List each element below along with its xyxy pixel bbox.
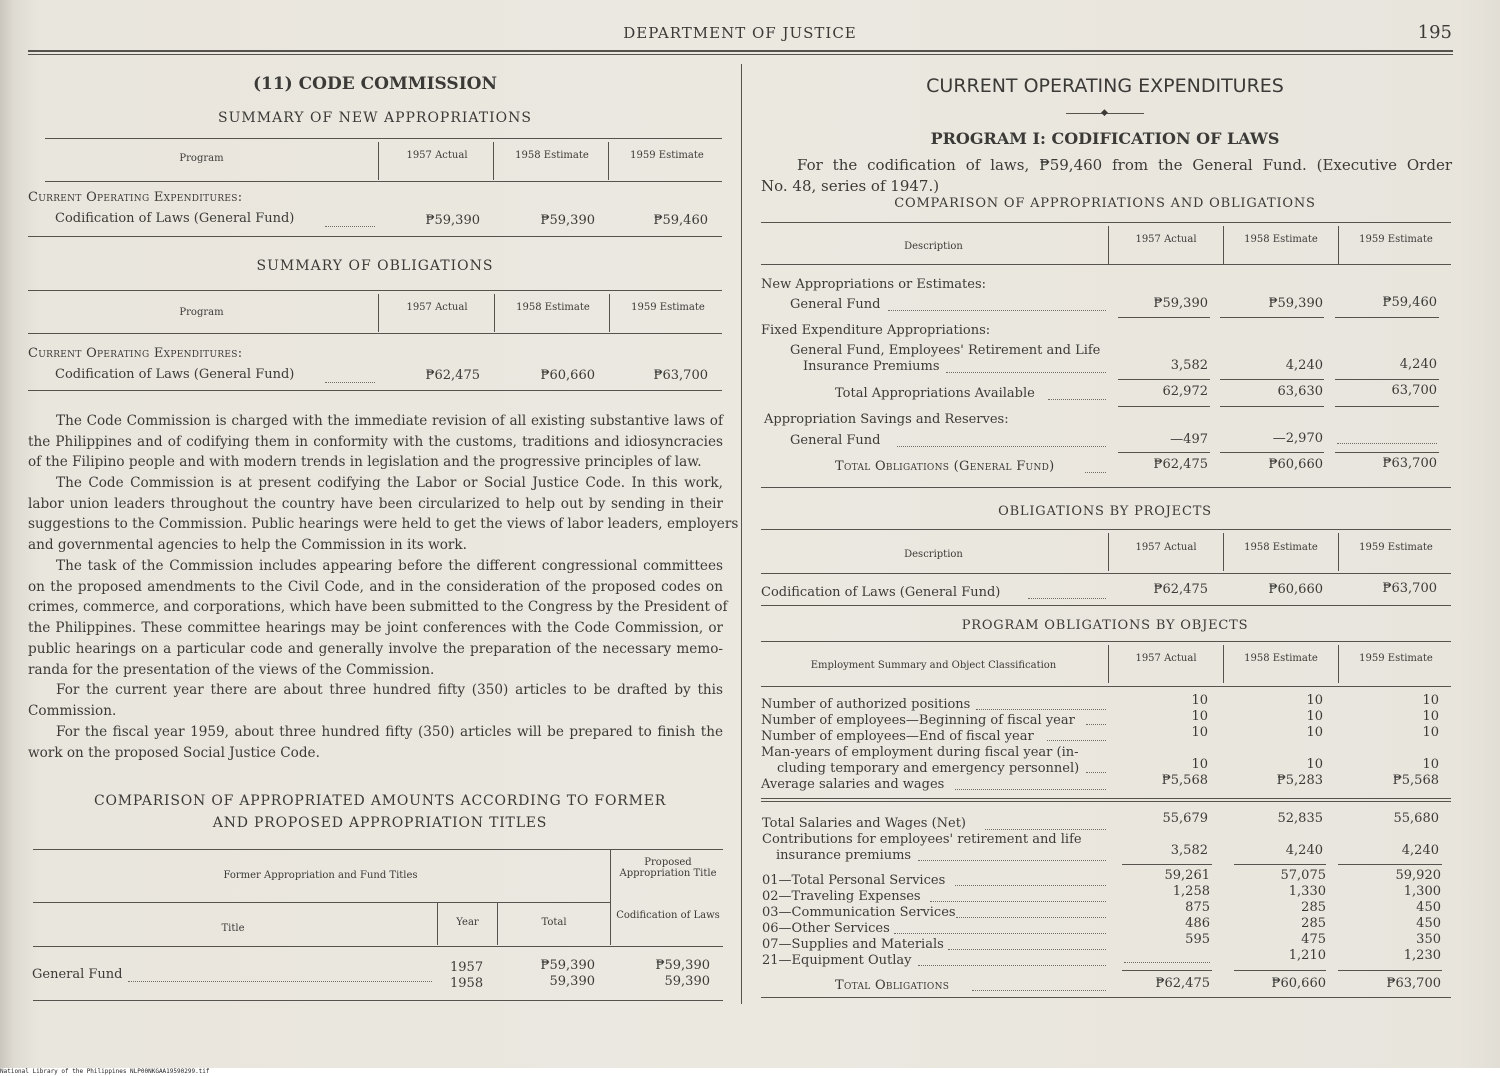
rule bbox=[608, 142, 609, 180]
value-1957: 10 bbox=[1191, 693, 1208, 708]
value-1958: ₱60,660 bbox=[1268, 582, 1323, 597]
leader-dots bbox=[918, 965, 1106, 966]
value-1959: ₱59,460 bbox=[653, 213, 708, 228]
rule bbox=[497, 902, 498, 945]
value-1959: ₱63,700 bbox=[1382, 581, 1437, 596]
group-heading: Current Operating Expenditures: bbox=[28, 190, 243, 205]
summary-new-title: SUMMARY OF NEW APPROPRIATIONS bbox=[218, 110, 532, 126]
row-label: Number of authorized positions bbox=[761, 697, 971, 712]
rule bbox=[761, 997, 1451, 998]
value-1957: ₱59,390 bbox=[1153, 296, 1208, 311]
paragraph-3 bbox=[28, 556, 728, 680]
row-label: 07—Supplies and Materials bbox=[762, 937, 944, 952]
value-1957: ₱59,390 bbox=[425, 213, 480, 228]
leader-dots bbox=[948, 949, 1106, 950]
value-1959-blank bbox=[1337, 443, 1437, 444]
comparison-title-2: AND PROPOSED APPROPRIATION TITLES bbox=[212, 815, 548, 831]
row-label: General Fund bbox=[32, 967, 123, 982]
col-header: 1958 Estimate bbox=[516, 302, 590, 313]
leader-dots bbox=[325, 382, 375, 383]
row-label: 02—Traveling Expenses bbox=[762, 889, 921, 904]
value-1957-blank bbox=[1124, 962, 1210, 963]
total: 59,390 bbox=[549, 974, 595, 989]
paragraph-1 bbox=[28, 411, 723, 473]
total: ₱59,390 bbox=[540, 958, 595, 973]
text-line: Commission. bbox=[28, 702, 117, 719]
value-1959: 63,700 bbox=[1391, 383, 1437, 398]
text-line: The task of the Commission includes appearing before the different congressional committees bbox=[56, 558, 723, 574]
rule bbox=[33, 849, 723, 850]
row-label: Codification of Laws (General Fund) bbox=[55, 211, 295, 226]
text-line: The Code Commission is charged with the immediate revision of all existing substantive laws of bbox=[56, 413, 723, 429]
row-label: 21—Equipment Outlay bbox=[762, 953, 912, 968]
row-label: 03—Communication Services bbox=[762, 905, 956, 920]
rule bbox=[1108, 533, 1109, 571]
row-label: General Fund bbox=[790, 433, 881, 448]
leader-dots bbox=[325, 226, 375, 227]
value-1959: 450 bbox=[1416, 900, 1441, 915]
rule bbox=[45, 138, 722, 139]
rule bbox=[761, 264, 1451, 265]
value-1957: ₱62,475 bbox=[1153, 582, 1208, 597]
value-1958: 285 bbox=[1301, 916, 1326, 931]
row-label: 06—Other Services bbox=[762, 921, 890, 936]
program-title: PROGRAM I: CODIFICATION OF LAWS bbox=[930, 129, 1280, 148]
rule bbox=[1338, 864, 1442, 865]
col-header: 1958 Estimate bbox=[1244, 653, 1318, 664]
value-1957: 62,972 bbox=[1162, 384, 1208, 399]
column-divider bbox=[741, 64, 742, 1004]
row-label: Insurance Premiums bbox=[803, 359, 940, 374]
leader-dots bbox=[985, 829, 1106, 830]
header-rule-thin bbox=[28, 54, 1453, 55]
value-1959: ₱63,700 bbox=[653, 368, 708, 383]
col-header: 1957 Actual bbox=[406, 150, 468, 161]
rule bbox=[1118, 406, 1210, 407]
rule bbox=[28, 333, 722, 334]
leader-dots bbox=[946, 372, 1106, 373]
text-line: the Philippines. These committee hearings may be joint conferences with the Code Commission, or bbox=[28, 620, 723, 637]
text-line: the Philippines and of codifying them in conformity with the customs, traditions and idiosyncracies bbox=[28, 433, 723, 450]
rule bbox=[28, 236, 722, 237]
text-line: on the proposed amendments to the Civil Code, and in the consideration of the proposed codes on bbox=[28, 578, 723, 595]
rule bbox=[1220, 406, 1324, 407]
col-header: 1959 Estimate bbox=[1359, 542, 1433, 553]
row-label: General Fund bbox=[790, 297, 881, 312]
value-1957: 875 bbox=[1185, 900, 1210, 915]
comparison-title-1: COMPARISON OF APPROPRIATED AMOUNTS ACCORDING TO FORMER bbox=[93, 793, 667, 809]
leader-dots bbox=[1047, 740, 1106, 741]
value-1958: —2,970 bbox=[1272, 431, 1323, 446]
rule bbox=[1335, 452, 1439, 453]
rule bbox=[1338, 970, 1442, 971]
leader-dots bbox=[956, 917, 1106, 918]
col-header: 1957 Actual bbox=[1135, 542, 1197, 553]
row-label: Codification of Laws (General Fund) bbox=[761, 585, 1001, 600]
value-1958: 4,240 bbox=[1285, 358, 1323, 373]
col-header: 1959 Estimate bbox=[630, 150, 704, 161]
rule bbox=[1335, 406, 1439, 407]
leader-dots bbox=[955, 885, 1106, 886]
value-1957: ₱5,568 bbox=[1161, 773, 1208, 788]
value-1957: ₱62,475 bbox=[1153, 457, 1208, 472]
rule bbox=[1118, 379, 1210, 380]
col-codification: Codification of Laws bbox=[616, 910, 720, 921]
value-1959: 350 bbox=[1416, 932, 1441, 947]
rule bbox=[1338, 645, 1339, 683]
value-1958: 10 bbox=[1306, 693, 1323, 708]
rule bbox=[1108, 645, 1109, 683]
value-1958: 475 bbox=[1301, 932, 1326, 947]
col-total: Total bbox=[541, 917, 567, 928]
rule bbox=[1338, 533, 1339, 571]
main-title: CURRENT OPERATING EXPENDITURES bbox=[926, 75, 1284, 97]
leader-dots bbox=[1086, 724, 1106, 725]
rule bbox=[1118, 317, 1210, 318]
rule bbox=[761, 605, 1451, 606]
group-heading: Current Operating Expenditures: bbox=[28, 346, 243, 361]
row-label: Average salaries and wages bbox=[761, 777, 945, 792]
rule bbox=[493, 142, 494, 180]
value-1958: 285 bbox=[1301, 900, 1326, 915]
leader-dots bbox=[1086, 772, 1106, 773]
text-line: of the Filipino people and with modern trends in legislation and the progressive principles of law. bbox=[28, 454, 702, 471]
diamond-ornament: ◆ bbox=[1101, 108, 1108, 118]
rule bbox=[1335, 317, 1439, 318]
text-line: The Code Commission is at present codifying the Labor or Social Justice Code. In this work, bbox=[56, 475, 723, 491]
rule bbox=[437, 902, 438, 945]
value-1958: 57,075 bbox=[1280, 868, 1326, 883]
row-label: Total Obligations (General Fund) bbox=[835, 459, 1055, 474]
objects-title: PROGRAM OBLIGATIONS BY OBJECTS bbox=[961, 618, 1249, 633]
value-1957: ₱62,475 bbox=[425, 368, 480, 383]
rule bbox=[1122, 864, 1212, 865]
value-1959: 10 bbox=[1422, 725, 1439, 740]
value-1958: 1,210 bbox=[1288, 948, 1326, 963]
row-label: 01—Total Personal Services bbox=[762, 873, 946, 888]
value-1959: ₱63,700 bbox=[1386, 976, 1441, 991]
value-1958: 1,330 bbox=[1288, 884, 1326, 899]
col-header: 1957 Actual bbox=[406, 302, 468, 313]
col-header: Description bbox=[904, 241, 963, 252]
value-1959: 55,680 bbox=[1393, 811, 1439, 826]
value-1959: 10 bbox=[1422, 693, 1439, 708]
summary-obligations-title: SUMMARY OF OBLIGATIONS bbox=[256, 258, 494, 274]
text-line: work on the proposed Social Justice Code. bbox=[28, 744, 320, 761]
value-1958: 52,835 bbox=[1277, 811, 1323, 826]
value-1959: ₱63,700 bbox=[1382, 456, 1437, 471]
value-1958: ₱5,283 bbox=[1276, 773, 1323, 788]
col-header: Program bbox=[179, 307, 224, 318]
leader-dots bbox=[1048, 399, 1106, 400]
value-1957: ₱62,475 bbox=[1155, 976, 1210, 991]
col-header: Employment Summary and Object Classification bbox=[810, 660, 1057, 671]
rule bbox=[33, 1000, 723, 1001]
row-label: Contributions for employees' retirement and life bbox=[762, 832, 1082, 847]
text-line: For the current year there are about three hundred fifty (350) articles to be drafted by this bbox=[56, 682, 723, 698]
text-line: For the fiscal year 1959, about three hundred fifty (350) articles will be prepared to finish the bbox=[56, 724, 723, 740]
text-line: crimes, commerce, and corporations, which have been submitted to the Congress by the President of bbox=[28, 599, 728, 616]
value-1958: 4,240 bbox=[1285, 843, 1323, 858]
value-1959: ₱59,460 bbox=[1382, 295, 1437, 310]
section-title: (11) CODE COMMISSION bbox=[252, 74, 498, 94]
rule bbox=[378, 142, 379, 180]
col-header: 1959 Estimate bbox=[1359, 234, 1433, 245]
rule bbox=[28, 390, 722, 391]
rule bbox=[761, 222, 1451, 223]
row-label: Number of employees—Beginning of fiscal year bbox=[761, 713, 1075, 728]
value-1959: 1,300 bbox=[1403, 884, 1441, 899]
rule bbox=[1338, 226, 1339, 264]
intro-line-1: For the codification of laws, ₱59,460 from the General Fund. (Executive Order bbox=[797, 156, 1452, 174]
leader-dots bbox=[955, 789, 1106, 790]
value-1958: 63,630 bbox=[1277, 384, 1323, 399]
scan-footer: National Library of the Philippines NLP00NKGAA19590299.tif bbox=[0, 1068, 1500, 1076]
value-1959: 59,920 bbox=[1395, 868, 1441, 883]
rule bbox=[33, 902, 610, 903]
page-number: 195 bbox=[1417, 22, 1452, 43]
value-1957: 10 bbox=[1191, 709, 1208, 724]
codification: ₱59,390 bbox=[655, 958, 710, 973]
row-label: General Fund, Employees' Retirement and Life bbox=[790, 343, 1101, 358]
leader-dots bbox=[1028, 598, 1106, 599]
col-header: 1958 Estimate bbox=[515, 150, 589, 161]
value-1958: ₱60,660 bbox=[1271, 976, 1326, 991]
leader-dots bbox=[918, 860, 1106, 861]
rule bbox=[761, 487, 1451, 488]
col-header: 1957 Actual bbox=[1135, 234, 1197, 245]
text-line: public hearings on a particular code and generally involve the preparation of the necessary memo- bbox=[28, 640, 723, 657]
value-1959: 450 bbox=[1416, 916, 1441, 931]
value-1957: 595 bbox=[1185, 932, 1210, 947]
col-header: 1957 Actual bbox=[1135, 653, 1197, 664]
rule bbox=[761, 686, 1451, 687]
paragraph-2 bbox=[28, 473, 739, 556]
rule bbox=[761, 641, 1451, 642]
row-label: Number of employees—End of fiscal year bbox=[761, 729, 1034, 744]
rule bbox=[1108, 226, 1109, 264]
col-header: Program bbox=[179, 153, 224, 164]
leader-dots bbox=[888, 310, 1106, 311]
row-label: insurance premiums bbox=[776, 848, 912, 863]
new-appropriations-heading: New Appropriations or Estimates: bbox=[761, 277, 986, 292]
rule bbox=[1118, 452, 1210, 453]
codification: 59,390 bbox=[664, 974, 710, 989]
value-1958: ₱60,660 bbox=[1268, 457, 1323, 472]
leader-dots bbox=[128, 981, 432, 982]
leader-dots bbox=[1085, 472, 1106, 473]
row-label: cluding temporary and emergency personnel) bbox=[777, 761, 1080, 776]
col-header: Description bbox=[904, 549, 963, 560]
rule bbox=[28, 290, 722, 291]
value-1957: 10 bbox=[1191, 725, 1208, 740]
value-1957: 55,679 bbox=[1162, 811, 1208, 826]
paragraph-5 bbox=[28, 722, 723, 763]
rule bbox=[1223, 533, 1224, 571]
rule bbox=[610, 849, 611, 945]
rule bbox=[1223, 645, 1224, 683]
rule bbox=[1335, 379, 1439, 380]
running-head: DEPARTMENT OF JUSTICE bbox=[623, 24, 857, 42]
rule bbox=[761, 573, 1451, 574]
text-line: and governmental agencies to help the Commission in its work. bbox=[28, 537, 467, 554]
value-1959: ₱5,568 bbox=[1392, 773, 1439, 788]
leader-dots bbox=[972, 990, 1106, 991]
value-1959: 4,240 bbox=[1399, 357, 1437, 372]
row-label: Man-years of employment during fiscal year (in- bbox=[761, 745, 1079, 760]
value-1957: 3,582 bbox=[1170, 358, 1208, 373]
year: 1958 bbox=[450, 976, 484, 991]
col-header: 1959 Estimate bbox=[631, 302, 705, 313]
rule bbox=[45, 181, 722, 182]
rule bbox=[1234, 970, 1326, 971]
rule bbox=[494, 294, 495, 332]
value-1958: 10 bbox=[1306, 725, 1323, 740]
leader-dots bbox=[930, 901, 1106, 902]
value-1958: 10 bbox=[1306, 757, 1323, 772]
col-header: 1958 Estimate bbox=[1244, 542, 1318, 553]
rule bbox=[1220, 317, 1324, 318]
leader-dots bbox=[976, 709, 1106, 710]
header-rule bbox=[28, 50, 1453, 52]
text-line: suggestions to the Commission. Public hearings were held to get the views of labor leaders, employers bbox=[28, 516, 739, 533]
text-line: randa for the presentation of the views of the Commission. bbox=[28, 661, 435, 678]
value-1957: 3,582 bbox=[1170, 843, 1208, 858]
value-1958: ₱59,390 bbox=[540, 213, 595, 228]
value-1957: —497 bbox=[1170, 432, 1208, 447]
rule bbox=[761, 798, 1451, 799]
col-year: Year bbox=[456, 917, 479, 928]
intro-line-2: No. 48, series of 1947.) bbox=[761, 177, 940, 195]
col-header: 1958 Estimate bbox=[1244, 234, 1318, 245]
rule bbox=[1122, 970, 1212, 971]
value-1959: 10 bbox=[1422, 709, 1439, 724]
value-1957: 10 bbox=[1191, 757, 1208, 772]
fixed-appropriations-heading: Fixed Expenditure Appropriations: bbox=[761, 323, 991, 338]
comparison-title: COMPARISON OF APPROPRIATIONS AND OBLIGATIONS bbox=[894, 196, 1316, 211]
value-1957: 1,258 bbox=[1172, 884, 1210, 899]
value-1959: 10 bbox=[1422, 757, 1439, 772]
col-title: Title bbox=[221, 923, 245, 934]
row-label: Total Salaries and Wages (Net) bbox=[762, 816, 967, 831]
rule bbox=[1223, 226, 1224, 264]
proposed-title-header: Proposed Appropriation Title bbox=[619, 857, 717, 879]
year: 1957 bbox=[450, 960, 484, 975]
row-label: Total Obligations bbox=[835, 978, 950, 993]
rule bbox=[33, 946, 723, 947]
rule bbox=[378, 294, 379, 332]
former-titles-header: Former Appropriation and Fund Titles bbox=[223, 870, 418, 881]
row-label: Total Appropriations Available bbox=[835, 386, 1035, 401]
rule bbox=[1220, 379, 1324, 380]
paragraph-4 bbox=[28, 680, 723, 721]
value-1957: 486 bbox=[1185, 916, 1210, 931]
text-line: labor union leaders throughout the country have been circularized to help out by sending in their bbox=[28, 495, 723, 512]
value-1959: 1,230 bbox=[1403, 948, 1441, 963]
rule bbox=[1220, 452, 1324, 453]
projects-title: OBLIGATIONS BY PROJECTS bbox=[998, 504, 1212, 519]
value-1957: 59,261 bbox=[1164, 868, 1210, 883]
rule bbox=[609, 294, 610, 332]
leader-dots bbox=[897, 446, 1106, 447]
savings-heading: Appropriation Savings and Reserves: bbox=[764, 412, 1009, 427]
leader-dots bbox=[894, 933, 1106, 934]
rule bbox=[761, 801, 1451, 802]
value-1958: ₱60,660 bbox=[540, 368, 595, 383]
rule bbox=[1234, 864, 1326, 865]
value-1959: 4,240 bbox=[1401, 843, 1439, 858]
col-header: 1959 Estimate bbox=[1359, 653, 1433, 664]
rule bbox=[761, 529, 1451, 530]
value-1958: 10 bbox=[1306, 709, 1323, 724]
value-1958: ₱59,390 bbox=[1268, 296, 1323, 311]
row-label: Codification of Laws (General Fund) bbox=[55, 367, 295, 382]
